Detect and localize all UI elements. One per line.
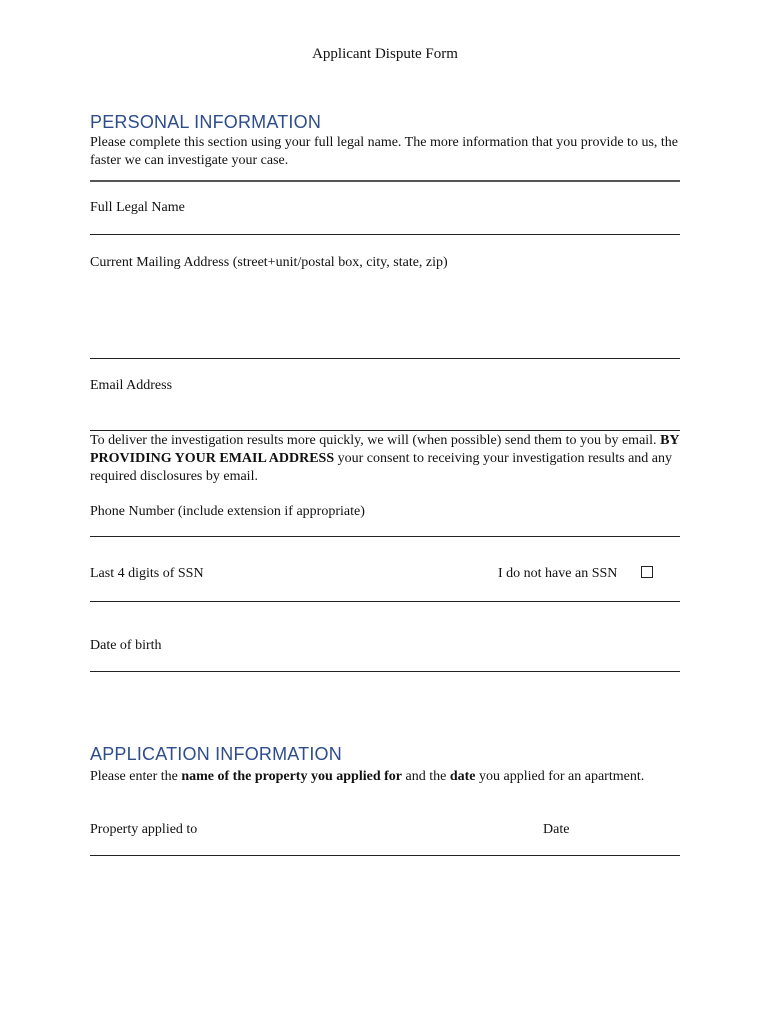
full-name-field[interactable]	[90, 214, 680, 234]
ssn-field[interactable]	[90, 584, 680, 601]
application-info-heading: APPLICATION INFORMATION	[90, 744, 342, 764]
email-consent-note: To deliver the investigation results more quickly, we will (when possible) send them to you by email. BY PROVIDING YOUR EMAIL ADDRESS your consent to receiving your investigation results and any required disclosures by email.	[90, 433, 679, 484]
property-line	[90, 855, 680, 856]
property-field[interactable]	[90, 838, 530, 855]
full-name-label: Full Legal Name	[90, 200, 185, 215]
dob-label: Date of birth	[90, 638, 162, 653]
ssn-line	[90, 601, 680, 602]
no-ssn-label: I do not have an SSN	[498, 566, 618, 581]
form-title: Applicant Dispute Form	[312, 46, 458, 62]
ssn-label: Last 4 digits of SSN	[90, 566, 204, 581]
address-field[interactable]	[90, 276, 680, 358]
application-info-intro: Please enter the name of the property you applied for and the date you applied for an apartment.	[90, 769, 645, 784]
phone-field[interactable]	[90, 518, 680, 536]
property-label: Property applied to	[90, 822, 198, 837]
date-label: Date	[543, 822, 570, 837]
personal-info-heading: PERSONAL INFORMATION	[90, 112, 322, 132]
phone-line	[90, 536, 680, 537]
address-line	[90, 358, 680, 359]
dob-field[interactable]	[90, 654, 680, 671]
email-label: Email Address	[90, 378, 173, 393]
date-field[interactable]	[540, 838, 680, 855]
dob-line	[90, 671, 680, 672]
address-label: Current Mailing Address (street+unit/postal box, city, state, zip)	[90, 255, 448, 270]
no-ssn-checkbox[interactable]	[641, 566, 653, 578]
full-name-line	[90, 234, 680, 235]
section-divider	[90, 180, 680, 182]
phone-label: Phone Number (include extension if appropriate)	[90, 504, 365, 519]
email-field[interactable]	[90, 398, 680, 430]
personal-info-intro: Please complete this section using your full legal name. The more information that you provide to us, the faster we can investigate your case.	[90, 135, 678, 168]
email-line	[90, 430, 680, 431]
